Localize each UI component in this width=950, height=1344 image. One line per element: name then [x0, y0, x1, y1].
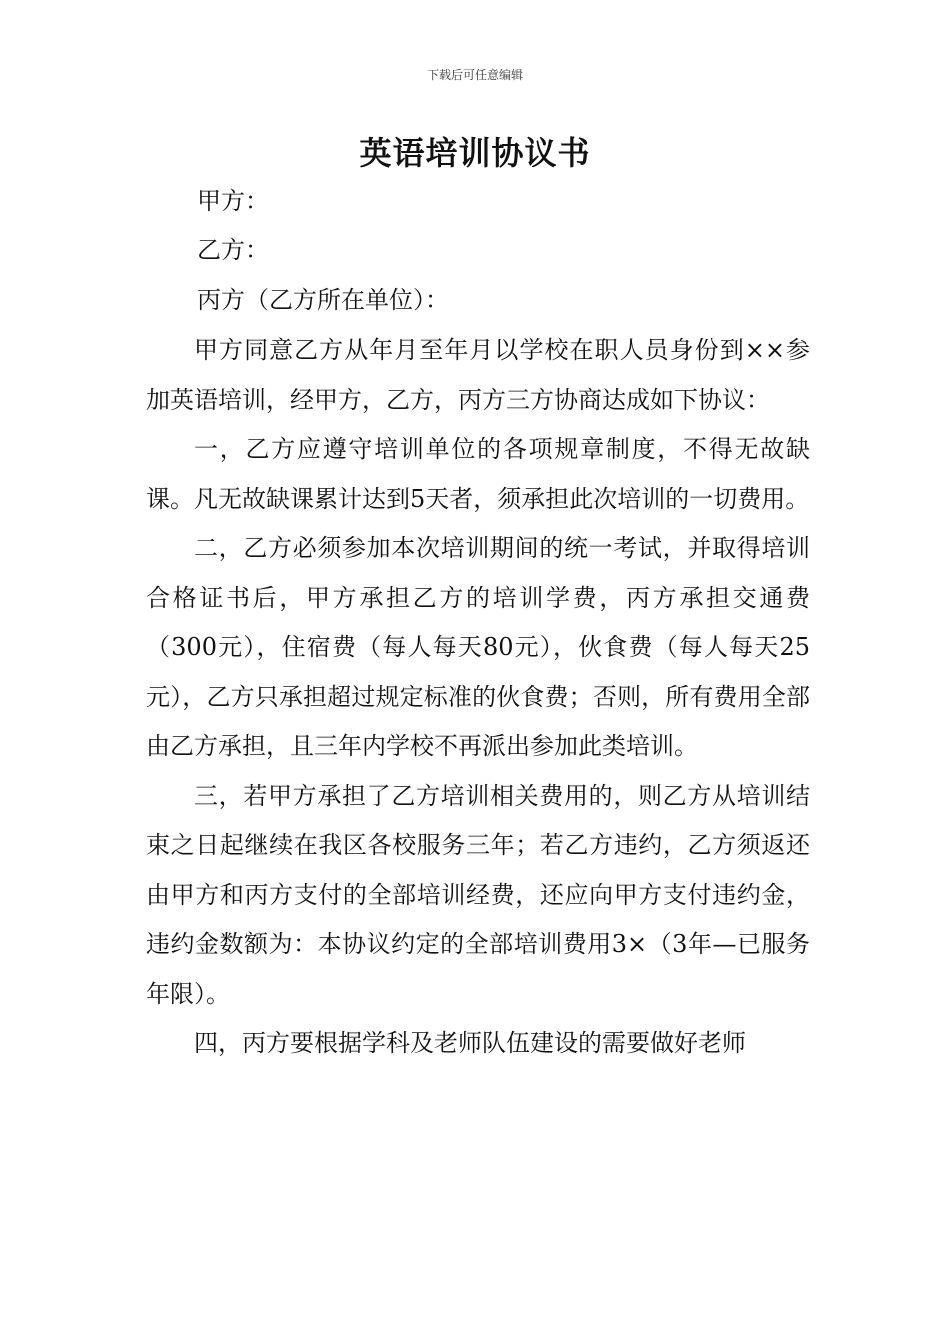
- clause-3-paragraph: 三，若甲方承担了乙方培训相关费用的，则乙方从培训结束之日起继续在我区各校服务三年；若乙方违约，乙方须返还由甲方和丙方支付的全部培训经费，还应向甲方支付违约金，违约金数额为：本协议约定的全部培训费用3×（3年—已服务年限）。: [146, 781, 810, 1008]
- party-a-line: 甲方：: [197, 187, 269, 215]
- clause-2-paragraph: 二，乙方必须参加本次培训期间的统一考试，并取得培训合格证书后，甲方承担乙方的培训学费，丙方承担交通费（300元），住宿费（每人每天80元），伙食费（每人每天25元），乙方只承担超过规定标准的伙食费；否则，所有费用全部由乙方承担，且三年内学校不再派出参加此类培训。: [146, 534, 810, 760]
- header-note: 下载后可任意编辑: [426, 68, 523, 82]
- party-c-line: 丙方（乙方所在单位）：: [197, 286, 449, 314]
- intro-paragraph: 甲方同意乙方从年月至年月以学校在职人员身份到××参加英语培训，经甲方，乙方，丙方三方协商达成如下协议：: [146, 336, 810, 414]
- clause-4-paragraph: 四，丙方要根据学科及老师队伍建设的需要做好老师: [194, 1029, 746, 1057]
- document-title: 英语培训协议书: [359, 134, 591, 172]
- agreement-body: [146, 326, 810, 1069]
- party-b-line: 乙方：: [197, 236, 269, 264]
- clause-1-paragraph: 一，乙方应遵守培训单位的各项规章制度，不得无故缺课。凡无故缺课累计达到5天者，须承担此次培训的一切费用。: [146, 435, 810, 513]
